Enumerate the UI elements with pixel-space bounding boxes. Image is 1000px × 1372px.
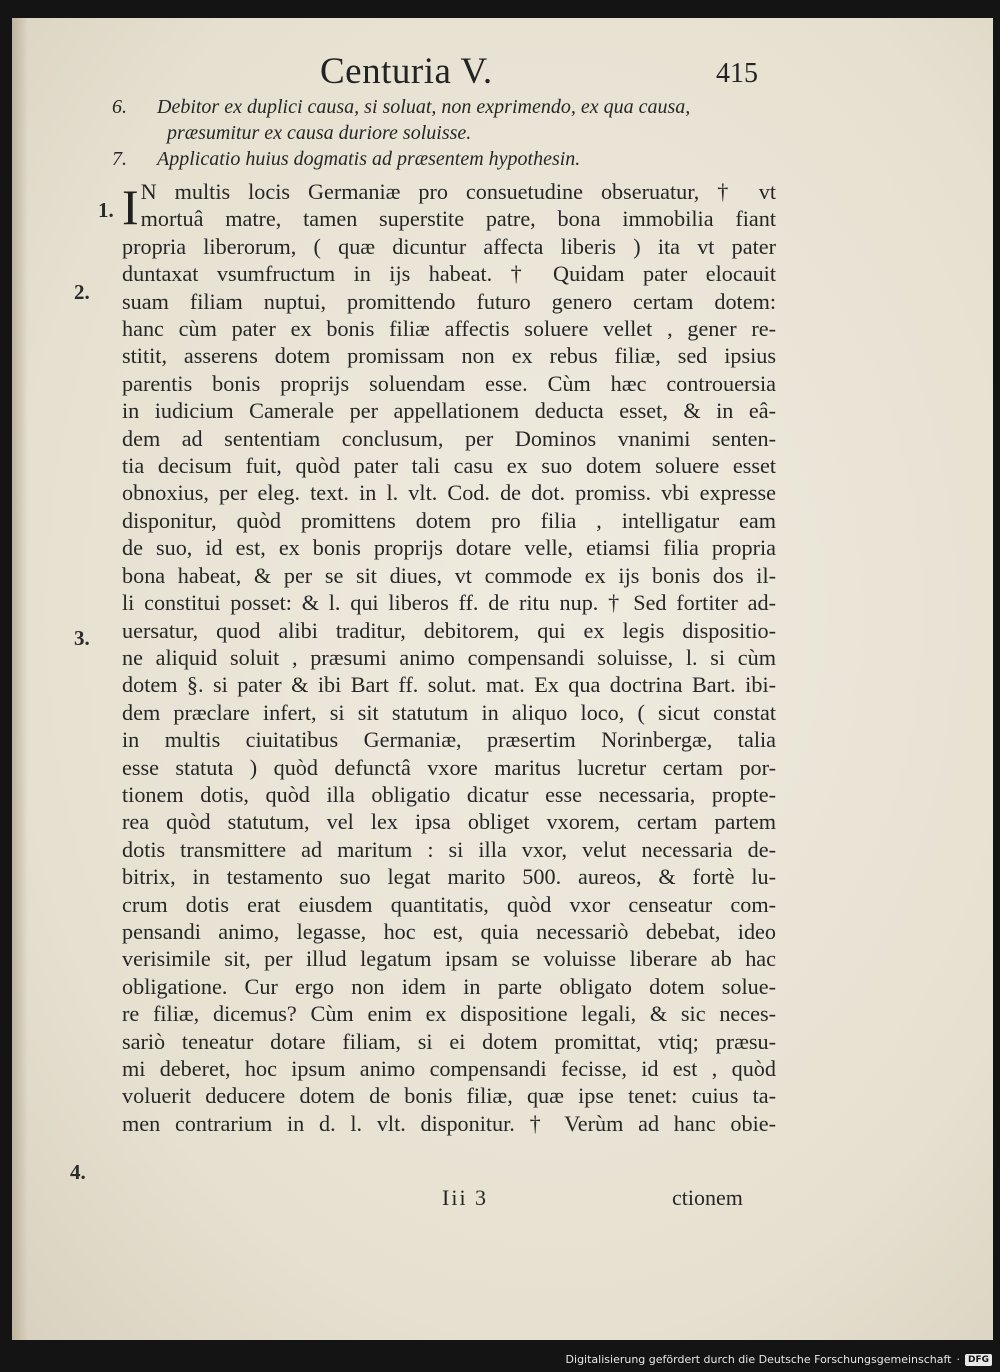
text-line: uersatur, quod alibi traditur, debitorem, qui ex legis dispositio- [122,617,776,643]
text-line: li constitui posset: & l. qui liberos ff. de ritu nup. † Sed fortiter ad- [122,590,776,616]
text-line: dotem §. si pater & ibi Bart ff. solut. mat. Ex qua doctrina Bart. ibi- [122,672,776,698]
summary-line: Debitor ex duplici causa, si soluat, non exprimendo, ex qua causa, [157,96,691,118]
margin-number: 2. [74,280,90,304]
catchword: ctionem [672,1185,743,1210]
text-line: pensandi animo, legasse, hoc est, quia necessariò debebat, ideo [122,918,776,944]
text-line: hanc cùm pater ex bonis filiæ affectis soluere vellet , gener re- [122,316,776,342]
page-edge-shadow [12,18,28,1340]
text-line: re filiæ, dicemus? Cùm enim ex dispositione legali, & sic neces- [122,1001,776,1027]
book-page [12,18,993,1340]
text-line: de suo, id est, ex bonis proprijs dotare velle, etiamsi filia propria [122,535,776,561]
text-line: ne aliquid soluit , præsumi animo compensandi soluisse, l. si cùm [122,644,776,670]
page-footer [12,1185,993,1215]
text-line: stitit, asserens dotem promissam non ex rebus filiæ, sed ipsius [122,343,776,369]
text-line: men contrarium in d. l. vlt. disponitur. † Verùm ad hanc obie- [122,1110,776,1136]
summary-number: 6. [112,96,127,118]
text-line: mortuâ matre, tamen superstite patre, bona immobilia fiant [140,206,776,232]
summary-list [112,94,802,172]
dfg-logo-icon: DFG [965,1354,992,1366]
page-number: 415 [716,58,758,89]
text-line: propria liberorum, ( quæ dicuntur affecta liberis ) ita vt pater [122,233,776,259]
summary-item [112,94,802,146]
summary-line: præsumitur ex causa duriore soluisse. [167,122,472,144]
text-line: in iudicium Camerale per appellationem deducta esset, & in eâ- [122,398,776,424]
text-line: crum dotis erat eiusdem quantitatis, quòd vxor censeatur com- [122,891,776,917]
margin-number: 3. [74,626,90,650]
text-line: verisimile sit, per illud legatum ipsam se voluisse liberare ab hac [122,946,776,972]
drop-capital: I [122,179,139,235]
signature-mark: Iii 3 [442,1185,489,1210]
text-line: obligatione. Cur ergo non idem in parte obligato dotem solue- [122,973,776,999]
text-line: dem ad sententiam conclusum, per Dominos vnanimi senten- [122,425,776,451]
text-line: tionem dotis, quòd illa obligatio dicatur esse necessaria, propte- [122,781,776,807]
text-line: obnoxius, per eleg. text. in l. vlt. Cod. de dot. promiss. vbi expresse [122,480,776,506]
text-line: suam filiam nuptui, promittendo futuro genero certam dotem: [122,288,776,314]
text-line: esse statuta ) quòd defunctâ vxore maritus lucretur certam por- [122,754,776,780]
text-line: in multis ciuitatibus Germaniæ, præsertim Norinbergæ, talia [122,727,776,753]
text-line: bitrix, in testamento suo legat marito 500. aureos, & fortè lu- [122,864,776,890]
credit-text: Digitalisierung gefördert durch die Deutsche Forschungsgemeinschaft [565,1353,952,1366]
margin-number: 4. [70,1160,86,1184]
text-line: dem præclare infert, si sit statutum in aliquo loco, ( sicut constat [122,699,776,725]
text-line: mi deberet, hoc ipsum animo compensandi fecisse, id est , quòd [122,1056,776,1081]
summary-line: Applicatio huius dogmatis ad præsentem hypothesin. [157,148,581,170]
summary-item [112,146,802,172]
summary-number: 7. [112,148,127,170]
text-line: N multis locis Germaniæ pro consuetudine obseruatur, † vt [140,179,776,204]
margin-number: 1. [98,198,114,222]
digitization-credit: Digitalisierung gefördert durch die Deutsche Forschungsgemeinschaft · DFG [566,1353,992,1366]
text-line: tia decisum fuit, quòd pater tali casu ex suo dotem soluere esset [122,453,776,479]
text-line: rea quòd statutum, vel lex ipsa obliget vxorem, certam partem [122,809,776,835]
text-line: sariò teneatur dotare filiam, si ei dotem promittat, vtiq; præsu- [122,1028,776,1054]
running-title: Centuria V. [320,51,493,92]
text-line: duntaxat vsumfructum in ijs habeat. † Quidam pater elocauit [122,261,776,287]
body-text [122,178,776,1137]
text-line: bona habeat, & per se sit diues, vt commode ex ijs bonis dos il- [122,562,776,588]
text-line: voluerit deducere dotem de bonis filiæ, quæ ipse tenet: cuius ta- [122,1083,776,1109]
text-line: parentis bonis proprijs soluendam esse. Cùm hæc controuersia [122,370,776,396]
text-line: disponitur, quòd promittens dotem pro filia , intelligatur eam [122,507,776,533]
text-line: dotis transmittere ad maritum : si illa vxor, velut necessaria de- [122,836,776,862]
